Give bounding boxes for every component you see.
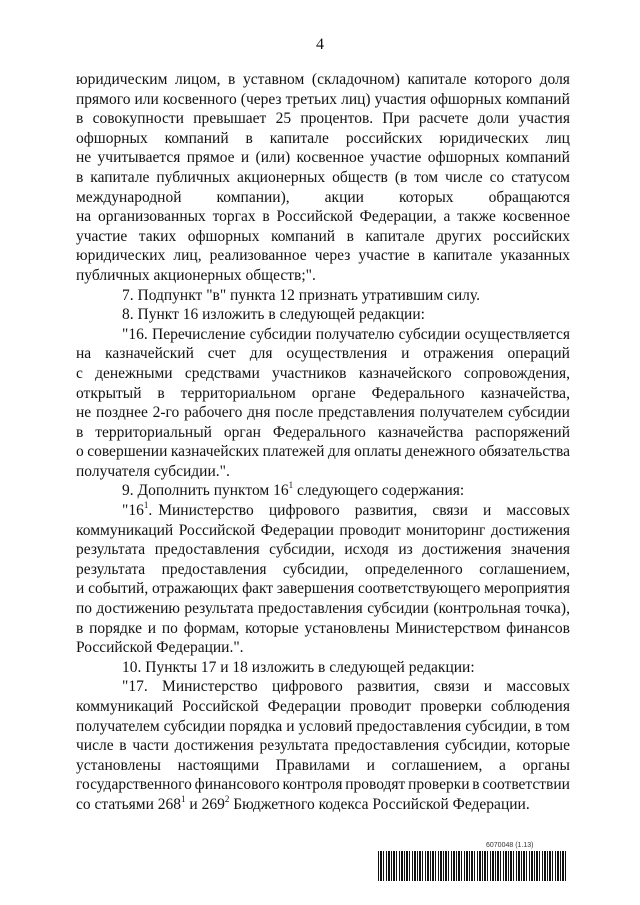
word: соответствии: [482, 776, 570, 794]
word: порядке: [89, 619, 142, 637]
text-line: [76, 717, 570, 737]
word: мониторинг: [406, 521, 486, 539]
word: таких: [138, 227, 177, 245]
word: юридическим: [76, 71, 168, 88]
word: предоставления: [257, 600, 363, 618]
word: осуществления: [286, 345, 388, 363]
word: офшорных: [187, 227, 260, 245]
word: распоряжений: [475, 423, 570, 441]
word: дня: [247, 404, 271, 422]
word: связи: [433, 678, 470, 696]
word: казначейства,: [480, 384, 570, 402]
word: которого: [474, 71, 533, 88]
word: субсидии: [163, 717, 226, 735]
word: не: [76, 404, 92, 422]
text-line: [76, 207, 570, 227]
word: отражающих: [152, 580, 239, 598]
word: обращаются: [488, 188, 570, 206]
word: порядка: [229, 717, 283, 735]
word: третьих: [285, 90, 338, 108]
item-8: 8. Пункт 16 изложить в следующей редакции:: [122, 306, 425, 324]
text-line: публичных акционерных обществ;".: [76, 266, 316, 284]
text-line: [76, 619, 570, 639]
word: других: [436, 227, 482, 245]
document-body: [76, 70, 570, 815]
word: осуществляется: [464, 325, 570, 343]
word: а: [443, 208, 451, 226]
word: и: [366, 756, 375, 774]
word: и: [286, 717, 295, 735]
word: по: [76, 600, 93, 618]
text-line: [76, 227, 570, 247]
word: торгах: [212, 208, 256, 226]
word: в: [119, 737, 127, 755]
word: на: [76, 208, 92, 226]
word: числе: [76, 737, 114, 755]
word: (контрольная: [433, 600, 521, 618]
word: достижения: [490, 521, 570, 539]
word: (в: [394, 168, 408, 186]
word: из: [398, 541, 413, 559]
text-line: [76, 364, 570, 384]
word: значения: [510, 541, 570, 559]
word: проводят: [345, 776, 406, 794]
word: статусом: [511, 168, 570, 186]
text-line: получателя субсидии.".: [76, 462, 230, 480]
word: Министерство: [162, 678, 258, 696]
word: прямое: [186, 149, 235, 167]
word: финансового: [194, 776, 280, 794]
word: казначейства: [377, 423, 464, 441]
text-line: [76, 560, 570, 580]
word: контроля: [282, 776, 343, 794]
word: средствами: [184, 364, 260, 382]
word: российских: [493, 227, 570, 245]
word: участие: [76, 227, 128, 245]
word: и: [147, 619, 157, 637]
text-line: [76, 403, 570, 423]
word: "17.: [122, 678, 148, 696]
word: капитале: [407, 71, 467, 88]
word: соглашением,: [479, 560, 570, 578]
word: участия: [374, 90, 427, 108]
word: предоставления: [356, 717, 462, 735]
word: участие: [358, 247, 410, 265]
word: участия: [518, 110, 570, 128]
word: субсидии,: [444, 737, 511, 755]
word: капитале: [269, 129, 329, 147]
word: событий,: [88, 580, 149, 598]
word: получателем: [76, 717, 160, 735]
text-line: [76, 677, 570, 697]
word: Перечисление: [152, 325, 246, 343]
word: формам,: [183, 619, 240, 637]
word: обязательства: [478, 443, 570, 461]
word: Российской: [178, 521, 256, 539]
word: настоящими: [177, 756, 260, 774]
word: в: [534, 717, 543, 735]
text-line: [76, 756, 570, 776]
text-line: [76, 148, 570, 168]
word: о: [76, 443, 84, 461]
word: субсидии,: [282, 560, 349, 578]
text-line: со статьями $268^1$ и $269^2$ Бюджетного кодекса Российской Федерации.: [76, 793, 530, 813]
superscript: 1: [288, 480, 294, 491]
word: Российской: [182, 698, 259, 715]
word: компаний: [164, 129, 229, 147]
word: мероприятия: [484, 580, 570, 598]
text-line: [76, 697, 570, 717]
word: капитале: [90, 168, 150, 186]
word: коммуникаций: [76, 698, 174, 715]
text-line: [76, 423, 570, 443]
text-line: [76, 521, 570, 541]
word: офшорных: [427, 149, 500, 167]
word: массовых: [506, 678, 570, 696]
word: лицом,: [174, 71, 221, 88]
word: цифрового: [271, 678, 343, 696]
word: в: [228, 71, 236, 88]
word: соответствующего: [358, 580, 481, 598]
word: субсидии,: [269, 541, 335, 559]
word: казначейского: [358, 364, 452, 382]
word: Министерством: [395, 619, 501, 637]
text-line: [76, 90, 570, 110]
word: денежными: [95, 364, 173, 382]
word: органы: [522, 756, 570, 774]
text-line: [76, 325, 570, 345]
word: (складочном): [311, 71, 400, 88]
word: предоставления: [154, 541, 260, 559]
word: территориальный: [95, 423, 212, 441]
text-line: [76, 129, 570, 149]
word: доля: [539, 71, 570, 88]
word: платежей: [262, 443, 325, 461]
word: числе: [445, 168, 483, 186]
word: предоставления: [334, 737, 440, 755]
text-line: [76, 109, 570, 129]
word: Федерации,: [359, 208, 437, 226]
word: прямого: [76, 90, 131, 108]
word: косвенное: [502, 208, 570, 226]
word: и: [76, 580, 85, 598]
word: совокупности: [92, 110, 184, 128]
word: акционерных: [236, 168, 326, 186]
word: При: [382, 110, 410, 128]
word: и: [401, 345, 410, 363]
word: не: [76, 149, 92, 167]
text-line: [76, 188, 570, 208]
word: отражения: [423, 345, 494, 363]
word: публичных: [156, 168, 231, 186]
word: учитывается: [97, 149, 181, 167]
word: в: [76, 110, 84, 128]
word: лиц,: [173, 247, 202, 265]
word: лиц: [545, 129, 570, 147]
word: российских: [345, 129, 423, 147]
word: органе: [311, 384, 356, 402]
word: 2-го: [152, 404, 180, 422]
word: соглашением,: [391, 756, 483, 774]
word: в: [262, 208, 270, 226]
word: рабочего: [184, 404, 243, 422]
word: финансов: [506, 619, 570, 637]
word: соблюдения: [490, 698, 570, 715]
word: проводит: [339, 521, 401, 539]
text-line: [76, 540, 570, 560]
word: субсидии: [367, 600, 429, 618]
word: казначейский: [105, 345, 194, 363]
word: установлены: [304, 619, 390, 637]
word: операций: [507, 345, 570, 363]
word: Федерации: [260, 521, 334, 539]
clause-number: "$16^1$.: [122, 499, 153, 520]
word: (через: [240, 90, 282, 108]
word: и: [483, 678, 493, 696]
word: в: [346, 227, 354, 245]
word: со: [489, 168, 505, 186]
text-line-rest: [158, 501, 570, 521]
word: а: [498, 756, 506, 774]
text-line: [76, 736, 570, 756]
text-line: [76, 246, 570, 266]
text-line: [76, 599, 570, 619]
word: доли: [477, 110, 510, 128]
word: акции: [324, 188, 364, 206]
word: счет: [207, 345, 236, 363]
text-line: [76, 579, 570, 599]
word: факт: [242, 580, 274, 598]
word: в: [76, 168, 84, 186]
word: результата: [76, 541, 146, 559]
word: оплаты: [354, 443, 402, 461]
word: денежного: [405, 443, 476, 461]
word: которые: [516, 737, 570, 755]
word: цифрового: [268, 502, 340, 520]
word: организованных: [97, 208, 206, 226]
word: орган: [223, 423, 261, 441]
page-number: 4: [316, 36, 324, 53]
document-code: 6070048 (1.13): [486, 842, 534, 849]
word: которых: [399, 188, 454, 206]
word: офшорных: [76, 129, 148, 147]
text-line: [76, 168, 570, 188]
word: также: [457, 208, 496, 226]
word: результата: [259, 737, 329, 755]
item-9-text: 9. Дополнить пунктом 16: [122, 482, 289, 500]
word: проверки: [408, 776, 470, 794]
word: совершении: [87, 443, 168, 461]
word: в: [76, 423, 84, 441]
word: участников: [272, 364, 347, 382]
text-line: [76, 501, 570, 521]
word: в: [157, 384, 165, 402]
word: в: [245, 129, 253, 147]
word: с: [76, 364, 83, 382]
word: обществ: [332, 168, 388, 186]
word: Федерального: [371, 384, 465, 402]
text-line: [76, 384, 570, 404]
word: уставном: [242, 71, 305, 88]
word: том: [546, 717, 570, 735]
word: компаний: [505, 90, 570, 108]
word: и: [482, 502, 492, 520]
text-line: [76, 775, 570, 795]
word: для: [249, 345, 273, 363]
word: (или): [255, 149, 291, 167]
word: юридических: [439, 129, 529, 147]
word: процентов.: [300, 110, 374, 128]
word: Правилами: [275, 756, 350, 774]
word: определенного: [364, 560, 463, 578]
word: косвенное: [296, 149, 364, 167]
word: по: [161, 619, 178, 637]
word: после: [275, 404, 314, 422]
item-7: 7. Подпункт "в" пункта 12 признать утратившим силу.: [122, 286, 480, 304]
text-line: [76, 344, 570, 364]
word: завершения: [276, 580, 355, 598]
word: части: [132, 737, 169, 755]
word: капитале: [365, 227, 425, 245]
word: развития,: [354, 502, 418, 520]
word: или: [134, 90, 159, 108]
word: офшорных: [430, 90, 502, 108]
word: проводит: [349, 698, 412, 715]
word: получателю: [315, 325, 395, 343]
word: Федерации: [267, 698, 341, 715]
word: через: [314, 247, 351, 265]
word: компании),: [216, 188, 290, 206]
word: результата: [76, 560, 146, 578]
word: предоставления: [161, 560, 267, 578]
word: в: [76, 619, 84, 637]
word: компаний: [270, 227, 336, 245]
word: юридических: [76, 247, 166, 265]
word: которые: [245, 619, 299, 637]
word: участие: [370, 149, 422, 167]
word: лиц): [341, 90, 371, 108]
word: Российской: [276, 208, 353, 226]
word: территориальном: [180, 384, 296, 402]
word: установлены: [76, 756, 161, 774]
word: для: [327, 443, 351, 461]
word: превышает: [193, 110, 267, 128]
word: достижения: [422, 541, 502, 559]
word: проверки: [420, 698, 482, 715]
word: условий: [298, 717, 353, 735]
text-line: [76, 70, 570, 90]
word: связи: [432, 502, 468, 520]
word: косвенного: [162, 90, 237, 108]
word: казначейских: [170, 443, 260, 461]
word: сопровождения,: [463, 364, 570, 382]
word: Федерального: [272, 423, 366, 441]
word: компаний: [505, 149, 570, 167]
word: реализованное: [209, 247, 307, 265]
word: коммуникаций: [76, 521, 174, 539]
word: исходя: [344, 541, 389, 559]
word: массовых: [506, 502, 570, 520]
word: субсидии: [508, 404, 570, 422]
text-line: [76, 442, 570, 462]
item-9: [76, 481, 570, 501]
word: в: [417, 247, 426, 265]
word: Министерство: [158, 502, 254, 520]
text-line: Российской Федерации.".: [76, 639, 244, 657]
word: "16.: [122, 325, 148, 343]
word: достижению: [96, 600, 180, 618]
word: указанных: [500, 247, 570, 265]
word: 25: [275, 110, 292, 128]
word: капитале: [433, 247, 493, 265]
word: государственного: [76, 776, 192, 794]
word: результата: [184, 600, 254, 618]
item-10: 10. Пункты 17 и 18 изложить в следующей редакции:: [122, 658, 475, 676]
item-9-text-end: следующего содержания:: [293, 482, 465, 500]
word: и: [240, 149, 250, 167]
word: представления: [318, 404, 415, 422]
word: международной: [76, 188, 182, 206]
barcode-icon: [378, 851, 568, 881]
word: том: [414, 168, 439, 186]
word: достижения: [174, 737, 254, 755]
word: открытый: [76, 384, 142, 402]
word: точка),: [525, 600, 570, 618]
word: субсидии: [398, 325, 461, 343]
word: развития,: [357, 678, 420, 696]
word: на: [76, 345, 92, 363]
word: получателем: [419, 404, 504, 422]
word: в: [472, 776, 480, 794]
word: позднее: [96, 404, 148, 422]
word: расчете: [418, 110, 469, 128]
word: субсидии: [249, 325, 312, 343]
word: субсидии,: [465, 717, 531, 735]
